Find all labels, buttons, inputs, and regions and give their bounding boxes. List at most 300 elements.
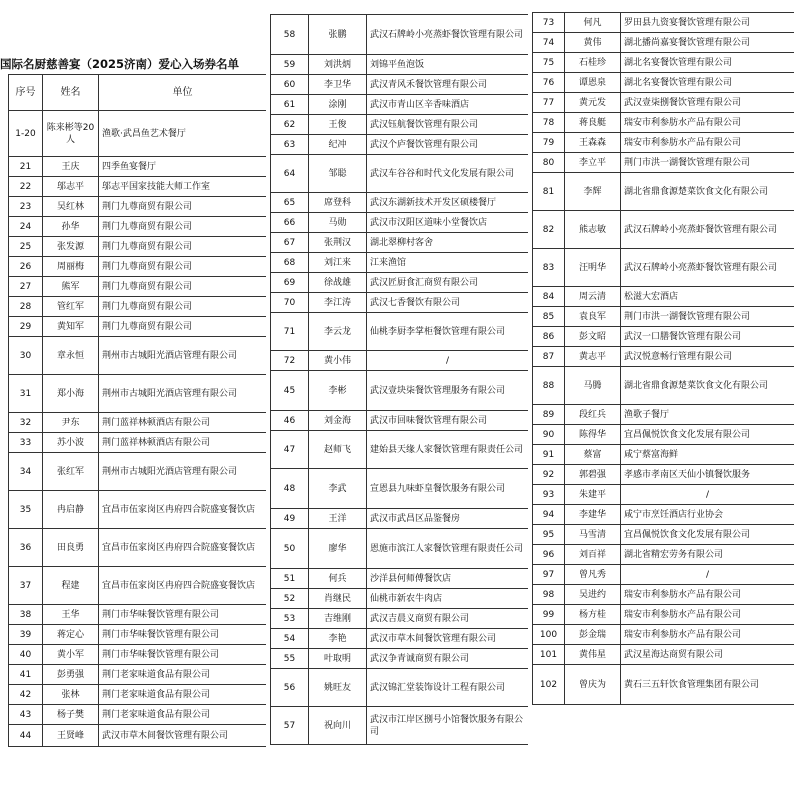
table-row [9, 317, 267, 337]
row-number: 91 [533, 445, 565, 465]
company-name: 武汉石牌岭小亮蒸虾餐饮管理有限公司 [367, 15, 529, 55]
person-name: 马腾 [565, 367, 621, 405]
table-row [271, 589, 529, 609]
table-left [8, 74, 266, 747]
person-name: 尹东 [43, 413, 99, 433]
row-number: 73 [533, 13, 565, 33]
header-unit: 单位 [99, 75, 267, 111]
header-name: 姓名 [43, 75, 99, 111]
table-row [9, 665, 267, 685]
table-row [9, 453, 267, 491]
table-row [271, 371, 529, 411]
table-row [9, 625, 267, 645]
row-number: 31 [9, 375, 43, 413]
row-number: 48 [271, 469, 309, 509]
person-name: 张发源 [43, 237, 99, 257]
person-name: 郭碧强 [565, 465, 621, 485]
person-name: 邬志平 [43, 177, 99, 197]
row-number: 49 [271, 509, 309, 529]
person-name: 祝向川 [309, 707, 367, 745]
table-row [533, 307, 795, 327]
person-name: 张荆汉 [309, 233, 367, 253]
person-name: 李武 [309, 469, 367, 509]
company-name: 荆门九尊商贸有限公司 [99, 257, 267, 277]
table-row [9, 433, 267, 453]
row-number: 23 [9, 197, 43, 217]
table-row [271, 95, 529, 115]
company-name: 荆门市华味餐饮管理有限公司 [99, 605, 267, 625]
company-name: 荆州市古城阳光酒店管理有限公司 [99, 337, 267, 375]
person-name: 段红兵 [565, 405, 621, 425]
company-name: 武汉市回味餐饮管理有限公司 [367, 411, 529, 431]
company-name: 武汉钰航餐饮管理有限公司 [367, 115, 529, 135]
person-name: 彭勇强 [43, 665, 99, 685]
table-row [533, 113, 795, 133]
company-name: 湖北省鼎食源楚菜饮食文化有限公司 [621, 367, 795, 405]
row-number: 101 [533, 645, 565, 665]
row-number: 63 [271, 135, 309, 155]
company-name: 荆门九尊商贸有限公司 [99, 217, 267, 237]
person-name: 周丽梅 [43, 257, 99, 277]
table-row [9, 685, 267, 705]
person-name: 王贤峰 [43, 725, 99, 747]
table-row [271, 351, 529, 371]
table-row [271, 629, 529, 649]
company-name: 武汉市草木间餐饮管理有限公司 [99, 725, 267, 747]
table-row [533, 367, 795, 405]
table-row [271, 273, 529, 293]
row-number: 55 [271, 649, 309, 669]
table-row [533, 645, 795, 665]
table-row [271, 669, 529, 707]
row-number: 45 [271, 371, 309, 411]
header-row [9, 75, 267, 111]
company-name: 武汉七香餐饮有限公司 [367, 293, 529, 313]
person-name: 李立平 [565, 153, 621, 173]
company-name: 武汉吉晨义商贸有限公司 [367, 609, 529, 629]
person-name: 张林 [43, 685, 99, 705]
table-row [533, 445, 795, 465]
company-name: 宜昌市伍家岗区冉府四合院盛宴餐饮店 [99, 567, 267, 605]
company-name: 建始县天缘人家餐饮管理有限责任公司 [367, 431, 529, 469]
table-row [9, 725, 267, 747]
row-number: 26 [9, 257, 43, 277]
company-name: 松滋大宏酒店 [621, 287, 795, 307]
person-name: 田良勇 [43, 529, 99, 567]
table-row [9, 491, 267, 529]
table-row [271, 135, 529, 155]
person-name: 马雪清 [565, 525, 621, 545]
row-number: 54 [271, 629, 309, 649]
company-name: 湖北省精宏劳务有限公司 [621, 545, 795, 565]
person-name: 陈来彬等20人 [43, 111, 99, 157]
table-row [533, 625, 795, 645]
company-name: 武汉壹柒捌餐饮管理有限公司 [621, 93, 795, 113]
row-number: 38 [9, 605, 43, 625]
table-middle [270, 14, 528, 745]
row-number: 71 [271, 313, 309, 351]
person-name: 黄知军 [43, 317, 99, 337]
row-number: 22 [9, 177, 43, 197]
company-name: / [367, 351, 529, 371]
row-number: 33 [9, 433, 43, 453]
person-name: 叶取明 [309, 649, 367, 669]
roster-table [532, 12, 794, 705]
person-name: 熊军 [43, 277, 99, 297]
table-row [533, 605, 795, 625]
row-number: 96 [533, 545, 565, 565]
company-name: 荆门老家味道食品有限公司 [99, 705, 267, 725]
company-name: 咸宁蔡富海鲜 [621, 445, 795, 465]
table-row [533, 545, 795, 565]
person-name: 涂刚 [309, 95, 367, 115]
person-name: 何兵 [309, 569, 367, 589]
table-row [533, 425, 795, 445]
row-number: 94 [533, 505, 565, 525]
row-number: 51 [271, 569, 309, 589]
table-row [271, 115, 529, 135]
person-name: 肖继民 [309, 589, 367, 609]
person-name: 邹聪 [309, 155, 367, 193]
person-name: 黄伟星 [565, 645, 621, 665]
company-name: 武汉东湖新技术开发区硕楼餐厅 [367, 193, 529, 213]
table-row [533, 327, 795, 347]
person-name: 李云龙 [309, 313, 367, 351]
row-number: 86 [533, 327, 565, 347]
row-number: 67 [271, 233, 309, 253]
table-row [271, 253, 529, 273]
company-name: 武汉一口膳餐饮管理有限公司 [621, 327, 795, 347]
person-name: 曾庆为 [565, 665, 621, 705]
person-name: 苏小波 [43, 433, 99, 453]
document-title: 国际名厨慈善宴（2025济南）爱心入场券名单 [0, 57, 240, 71]
company-name: 荆门市华味餐饮管理有限公司 [99, 625, 267, 645]
table-row [271, 431, 529, 469]
row-number: 89 [533, 405, 565, 425]
person-name: 王俊 [309, 115, 367, 135]
company-name: 湖北播尚嘉宴餐饮管理有限公司 [621, 33, 795, 53]
row-number: 30 [9, 337, 43, 375]
row-number: 93 [533, 485, 565, 505]
row-number: 47 [271, 431, 309, 469]
person-name: 刘百祥 [565, 545, 621, 565]
person-name: 谭恩泉 [565, 73, 621, 93]
company-name: 武汉市汉阳区道味小堂餐饮店 [367, 213, 529, 233]
row-number: 90 [533, 425, 565, 445]
company-name: 武汉悦意畅行管理有限公司 [621, 347, 795, 367]
company-name: 武汉争青诚商贸有限公司 [367, 649, 529, 669]
row-number: 87 [533, 347, 565, 367]
company-name: 武汉青风禾餐饮管理有限公司 [367, 75, 529, 95]
row-number: 60 [271, 75, 309, 95]
table-row [533, 33, 795, 53]
row-number: 75 [533, 53, 565, 73]
person-name: 吴进约 [565, 585, 621, 605]
row-number: 64 [271, 155, 309, 193]
table-row [9, 177, 267, 197]
person-name: 吉维刚 [309, 609, 367, 629]
row-number: 50 [271, 529, 309, 569]
table-row [533, 133, 795, 153]
company-name: 湖北名宴餐饮管理有限公司 [621, 53, 795, 73]
person-name: 张鹏 [309, 15, 367, 55]
person-name: 席登科 [309, 193, 367, 213]
row-number: 59 [271, 55, 309, 75]
row-number: 35 [9, 491, 43, 529]
person-name: 彭金瑞 [565, 625, 621, 645]
company-name: 恩施市滨江人家餐饮管理有限责任公司 [367, 529, 529, 569]
company-name: 武汉市武昌区品鉴餐房 [367, 509, 529, 529]
person-name: 章永恒 [43, 337, 99, 375]
row-number: 39 [9, 625, 43, 645]
table-row [533, 347, 795, 367]
company-name: 武汉星海达商贸有限公司 [621, 645, 795, 665]
row-number: 53 [271, 609, 309, 629]
company-name: 荆门九尊商贸有限公司 [99, 237, 267, 257]
company-name: 荆门老家味道食品有限公司 [99, 685, 267, 705]
company-name: / [621, 565, 795, 585]
row-number: 43 [9, 705, 43, 725]
person-name: 李彬 [309, 371, 367, 411]
person-name: 王庆 [43, 157, 99, 177]
company-name: 瑞安市利参肪水产品有限公司 [621, 585, 795, 605]
company-name: 瑞安市利参肪水产品有限公司 [621, 113, 795, 133]
table-row [533, 525, 795, 545]
row-number: 69 [271, 273, 309, 293]
table-row [271, 15, 529, 55]
company-name: 荆门九尊商贸有限公司 [99, 297, 267, 317]
company-name: 荆门市洪一湖餐饮管理有限公司 [621, 307, 795, 327]
person-name: 赵师飞 [309, 431, 367, 469]
table-row [9, 529, 267, 567]
company-name: 宜昌市伍家岗区冉府四合院盛宴餐饮店 [99, 491, 267, 529]
row-number: 37 [9, 567, 43, 605]
table-row [271, 75, 529, 95]
table-row [271, 233, 529, 253]
table-row [533, 585, 795, 605]
company-name: 武汉锦汇堂装饰设计工程有限公司 [367, 669, 529, 707]
company-name: 荆州市古城阳光酒店管理有限公司 [99, 453, 267, 491]
person-name: 黄小军 [43, 645, 99, 665]
company-name: 黄石三五轩饮食管理集团有限公司 [621, 665, 795, 705]
row-number: 84 [533, 287, 565, 307]
table-row [533, 505, 795, 525]
table-row [9, 157, 267, 177]
person-name: 李辉 [565, 173, 621, 211]
roster-table [8, 74, 266, 747]
table-row [533, 153, 795, 173]
table-row [9, 197, 267, 217]
person-name: 王华 [43, 605, 99, 625]
row-number: 1-20 [9, 111, 43, 157]
company-name: 沙洋县何师傅餐饮店 [367, 569, 529, 589]
table-row [533, 249, 795, 287]
company-name: 武汉石牌岭小亮蒸虾餐饮管理有限公司 [621, 211, 795, 249]
company-name: 湖北省鼎食源楚菜饮食文化有限公司 [621, 173, 795, 211]
company-name: 荆门九尊商贸有限公司 [99, 317, 267, 337]
row-number: 21 [9, 157, 43, 177]
person-name: 周云清 [565, 287, 621, 307]
table-row [271, 609, 529, 629]
company-name: 渔歌·武昌鱼艺术餐厅 [99, 111, 267, 157]
person-name: 李江涛 [309, 293, 367, 313]
table-row [271, 155, 529, 193]
row-number: 85 [533, 307, 565, 327]
person-name: 黄伟 [565, 33, 621, 53]
company-name: 邬志平国家技能大师工作室 [99, 177, 267, 197]
person-name: 熊志敏 [565, 211, 621, 249]
person-name: 刘金海 [309, 411, 367, 431]
row-number: 92 [533, 465, 565, 485]
table-row [9, 567, 267, 605]
row-number: 65 [271, 193, 309, 213]
row-number: 77 [533, 93, 565, 113]
company-name: 武汉石牌岭小亮蒸虾餐饮管理有限公司 [621, 249, 795, 287]
roster-table [270, 14, 528, 745]
company-name: 仙桃李厨李掌柜餐饮管理有限公司 [367, 313, 529, 351]
company-name: 宜昌市伍家岗区冉府四合院盛宴餐饮店 [99, 529, 267, 567]
row-number: 61 [271, 95, 309, 115]
row-number: 79 [533, 133, 565, 153]
row-number: 82 [533, 211, 565, 249]
company-name: 武汉市草木间餐饮管理有限公司 [367, 629, 529, 649]
person-name: 李艳 [309, 629, 367, 649]
person-name: 姚旺友 [309, 669, 367, 707]
row-number: 44 [9, 725, 43, 747]
table-row [271, 411, 529, 431]
table-row [271, 529, 529, 569]
person-name: 蔡富 [565, 445, 621, 465]
table-row [271, 55, 529, 75]
person-name: 蒋定心 [43, 625, 99, 645]
company-name: 武汉个庐餐饮管理有限公司 [367, 135, 529, 155]
row-number: 46 [271, 411, 309, 431]
person-name: 徐战雄 [309, 273, 367, 293]
table-row [533, 565, 795, 585]
company-name: 罗田县九资宴餐饮管理有限公司 [621, 13, 795, 33]
row-number: 83 [533, 249, 565, 287]
row-number: 32 [9, 413, 43, 433]
table-right [532, 12, 794, 705]
company-name: 江来渔馆 [367, 253, 529, 273]
row-number: 88 [533, 367, 565, 405]
person-name: 彭文昭 [565, 327, 621, 347]
row-number: 102 [533, 665, 565, 705]
person-name: 吴红林 [43, 197, 99, 217]
person-name: 黄元发 [565, 93, 621, 113]
row-number: 41 [9, 665, 43, 685]
table-row [271, 569, 529, 589]
row-number: 99 [533, 605, 565, 625]
person-name: 廖华 [309, 529, 367, 569]
table-row [271, 293, 529, 313]
company-name: 荆门市洪一湖餐饮管理有限公司 [621, 153, 795, 173]
person-name: 刘洪炳 [309, 55, 367, 75]
row-number: 95 [533, 525, 565, 545]
table-row [9, 277, 267, 297]
row-number: 25 [9, 237, 43, 257]
company-name: 荆门九尊商贸有限公司 [99, 277, 267, 297]
person-name: 程建 [43, 567, 99, 605]
row-number: 76 [533, 73, 565, 93]
row-number: 74 [533, 33, 565, 53]
company-name: 刘锦平鱼泡饭 [367, 55, 529, 75]
table-row [271, 509, 529, 529]
person-name: 蒋良艇 [565, 113, 621, 133]
company-name: 武汉匠厨食汇商贸有限公司 [367, 273, 529, 293]
company-name: 武汉壹块柒餐饮管理服务有限公司 [367, 371, 529, 411]
person-name: 汪明华 [565, 249, 621, 287]
person-name: 石桂珍 [565, 53, 621, 73]
table-row [9, 237, 267, 257]
row-number: 78 [533, 113, 565, 133]
row-number: 58 [271, 15, 309, 55]
table-row [9, 111, 267, 157]
company-name: / [621, 485, 795, 505]
company-name: 宜昌佩悦饮食文化发展有限公司 [621, 525, 795, 545]
table-row [271, 649, 529, 669]
company-name: 湖北名宴餐饮管理有限公司 [621, 73, 795, 93]
table-row [9, 217, 267, 237]
company-name: 宣恩县九味虾皇餐饮服务有限公司 [367, 469, 529, 509]
row-number: 70 [271, 293, 309, 313]
company-name: 宜昌佩悦饮食文化发展有限公司 [621, 425, 795, 445]
company-name: 武汉车谷谷和时代文化发展有限公司 [367, 155, 529, 193]
table-row [271, 213, 529, 233]
company-name: 孝感市孝南区天仙小镇餐饮服务 [621, 465, 795, 485]
person-name: 何凡 [565, 13, 621, 33]
person-name: 朱建平 [565, 485, 621, 505]
table-row [9, 297, 267, 317]
person-name: 杨方桂 [565, 605, 621, 625]
person-name: 陈得华 [565, 425, 621, 445]
table-row [533, 93, 795, 113]
company-name: 四季鱼宴餐厅 [99, 157, 267, 177]
row-number: 100 [533, 625, 565, 645]
row-number: 72 [271, 351, 309, 371]
person-name: 冉启静 [43, 491, 99, 529]
person-name: 杨子樊 [43, 705, 99, 725]
table-row [533, 287, 795, 307]
company-name: 瑞安市利参肪水产品有限公司 [621, 605, 795, 625]
table-row [271, 313, 529, 351]
company-name: 渔歌子餐厅 [621, 405, 795, 425]
company-name: 荆州市古城阳光酒店管理有限公司 [99, 375, 267, 413]
row-number: 97 [533, 565, 565, 585]
person-name: 管红军 [43, 297, 99, 317]
company-name: 瑞安市利参肪水产品有限公司 [621, 133, 795, 153]
person-name: 王洋 [309, 509, 367, 529]
row-number: 27 [9, 277, 43, 297]
company-name: 瑞安市利参肪水产品有限公司 [621, 625, 795, 645]
person-name: 纪冲 [309, 135, 367, 155]
table-row [533, 465, 795, 485]
person-name: 张红军 [43, 453, 99, 491]
company-name: 咸宁市烹饪酒店行业协会 [621, 505, 795, 525]
table-row [533, 73, 795, 93]
person-name: 王森森 [565, 133, 621, 153]
person-name: 黄志平 [565, 347, 621, 367]
table-row [9, 605, 267, 625]
company-name: 荆门蓝祥林顿酒店有限公司 [99, 433, 267, 453]
row-number: 29 [9, 317, 43, 337]
row-number: 36 [9, 529, 43, 567]
table-row [9, 337, 267, 375]
row-number: 98 [533, 585, 565, 605]
company-name: 荆门老家味道食品有限公司 [99, 665, 267, 685]
row-number: 68 [271, 253, 309, 273]
person-name: 刘江来 [309, 253, 367, 273]
